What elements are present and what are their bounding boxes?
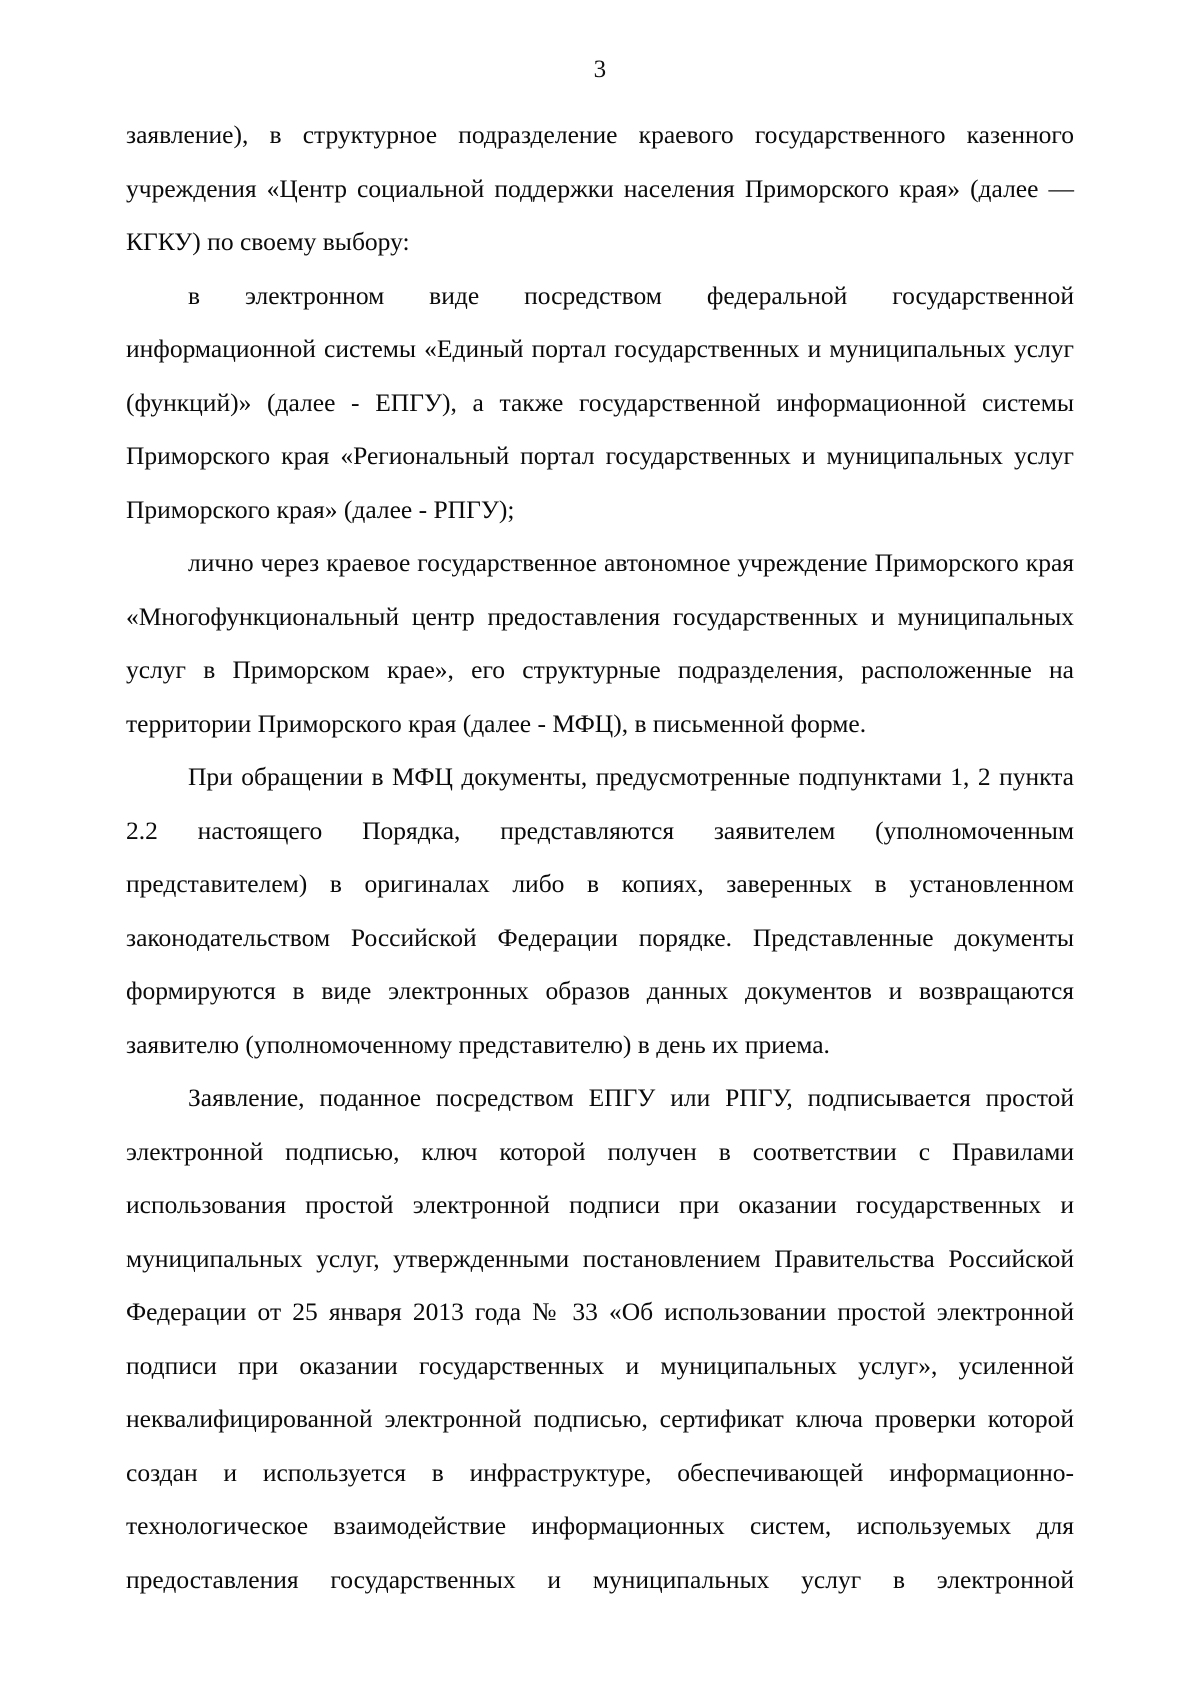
document-body: [126, 108, 1074, 1606]
paragraph-3: лично через краевое государственное автономное учреждение Приморского края «Многофункциональный центр предоставления государственных и муниципальных услуг в Приморском крае», его структурные подразделения, расположенные на территории Приморского края (далее - МФЦ), в письменной форме.: [126, 548, 1074, 738]
paragraph-2: в электронном виде посредством федеральной государственной информационной системы «Единый портал государственных и муниципальных услуг (функций)» (далее - ЕПГУ), а также государственной информационной системы Приморского края «Региональный портал государственных и муниципальных услуг Приморского края» (далее - РПГУ);: [126, 280, 1074, 524]
paragraph-1: заявление), в структурное подразделение краевого государственного казенного учреждения «Центр социальной поддержки населения Приморского края» (далее — КГКУ) по своему выбору:: [126, 120, 1074, 256]
page-number: 3: [593, 56, 607, 83]
paragraph-5: Заявление, поданное посредством ЕПГУ или РПГУ, подписывается простой электронной подписью, ключ которой получен в соответствии с Правилами использования простой электронной подписи при оказании государственных и муниципальных услуг, утвержденными постановлением Правительства Российской Федерации от 25 января 2013 года № 33 «Об использовании простой электронной подписи при оказании государственных и муниципальных услуг», усиленной неквалифицированной электронной подписью, сертификат ключа проверки которой создан и используется в инфраструктуре, обеспечивающей информационно-технологическое взаимодействие информационных систем, используемых для предоставления государственных и муниципальных услуг в электронной: [126, 1083, 1074, 1594]
paragraph-4: При обращении в МФЦ документы, предусмотренные подпунктами 1, 2 пункта 2.2 настоящего Порядка, представляются заявителем (уполномоченным представителем) в оригиналах либо в копиях, заверенных в установленном законодательством Российской Федерации порядке. Представленные документы формируются в виде электронных образов данных документов и возвращаются заявителю (уполномоченному представителю) в день их приема.: [126, 762, 1074, 1059]
